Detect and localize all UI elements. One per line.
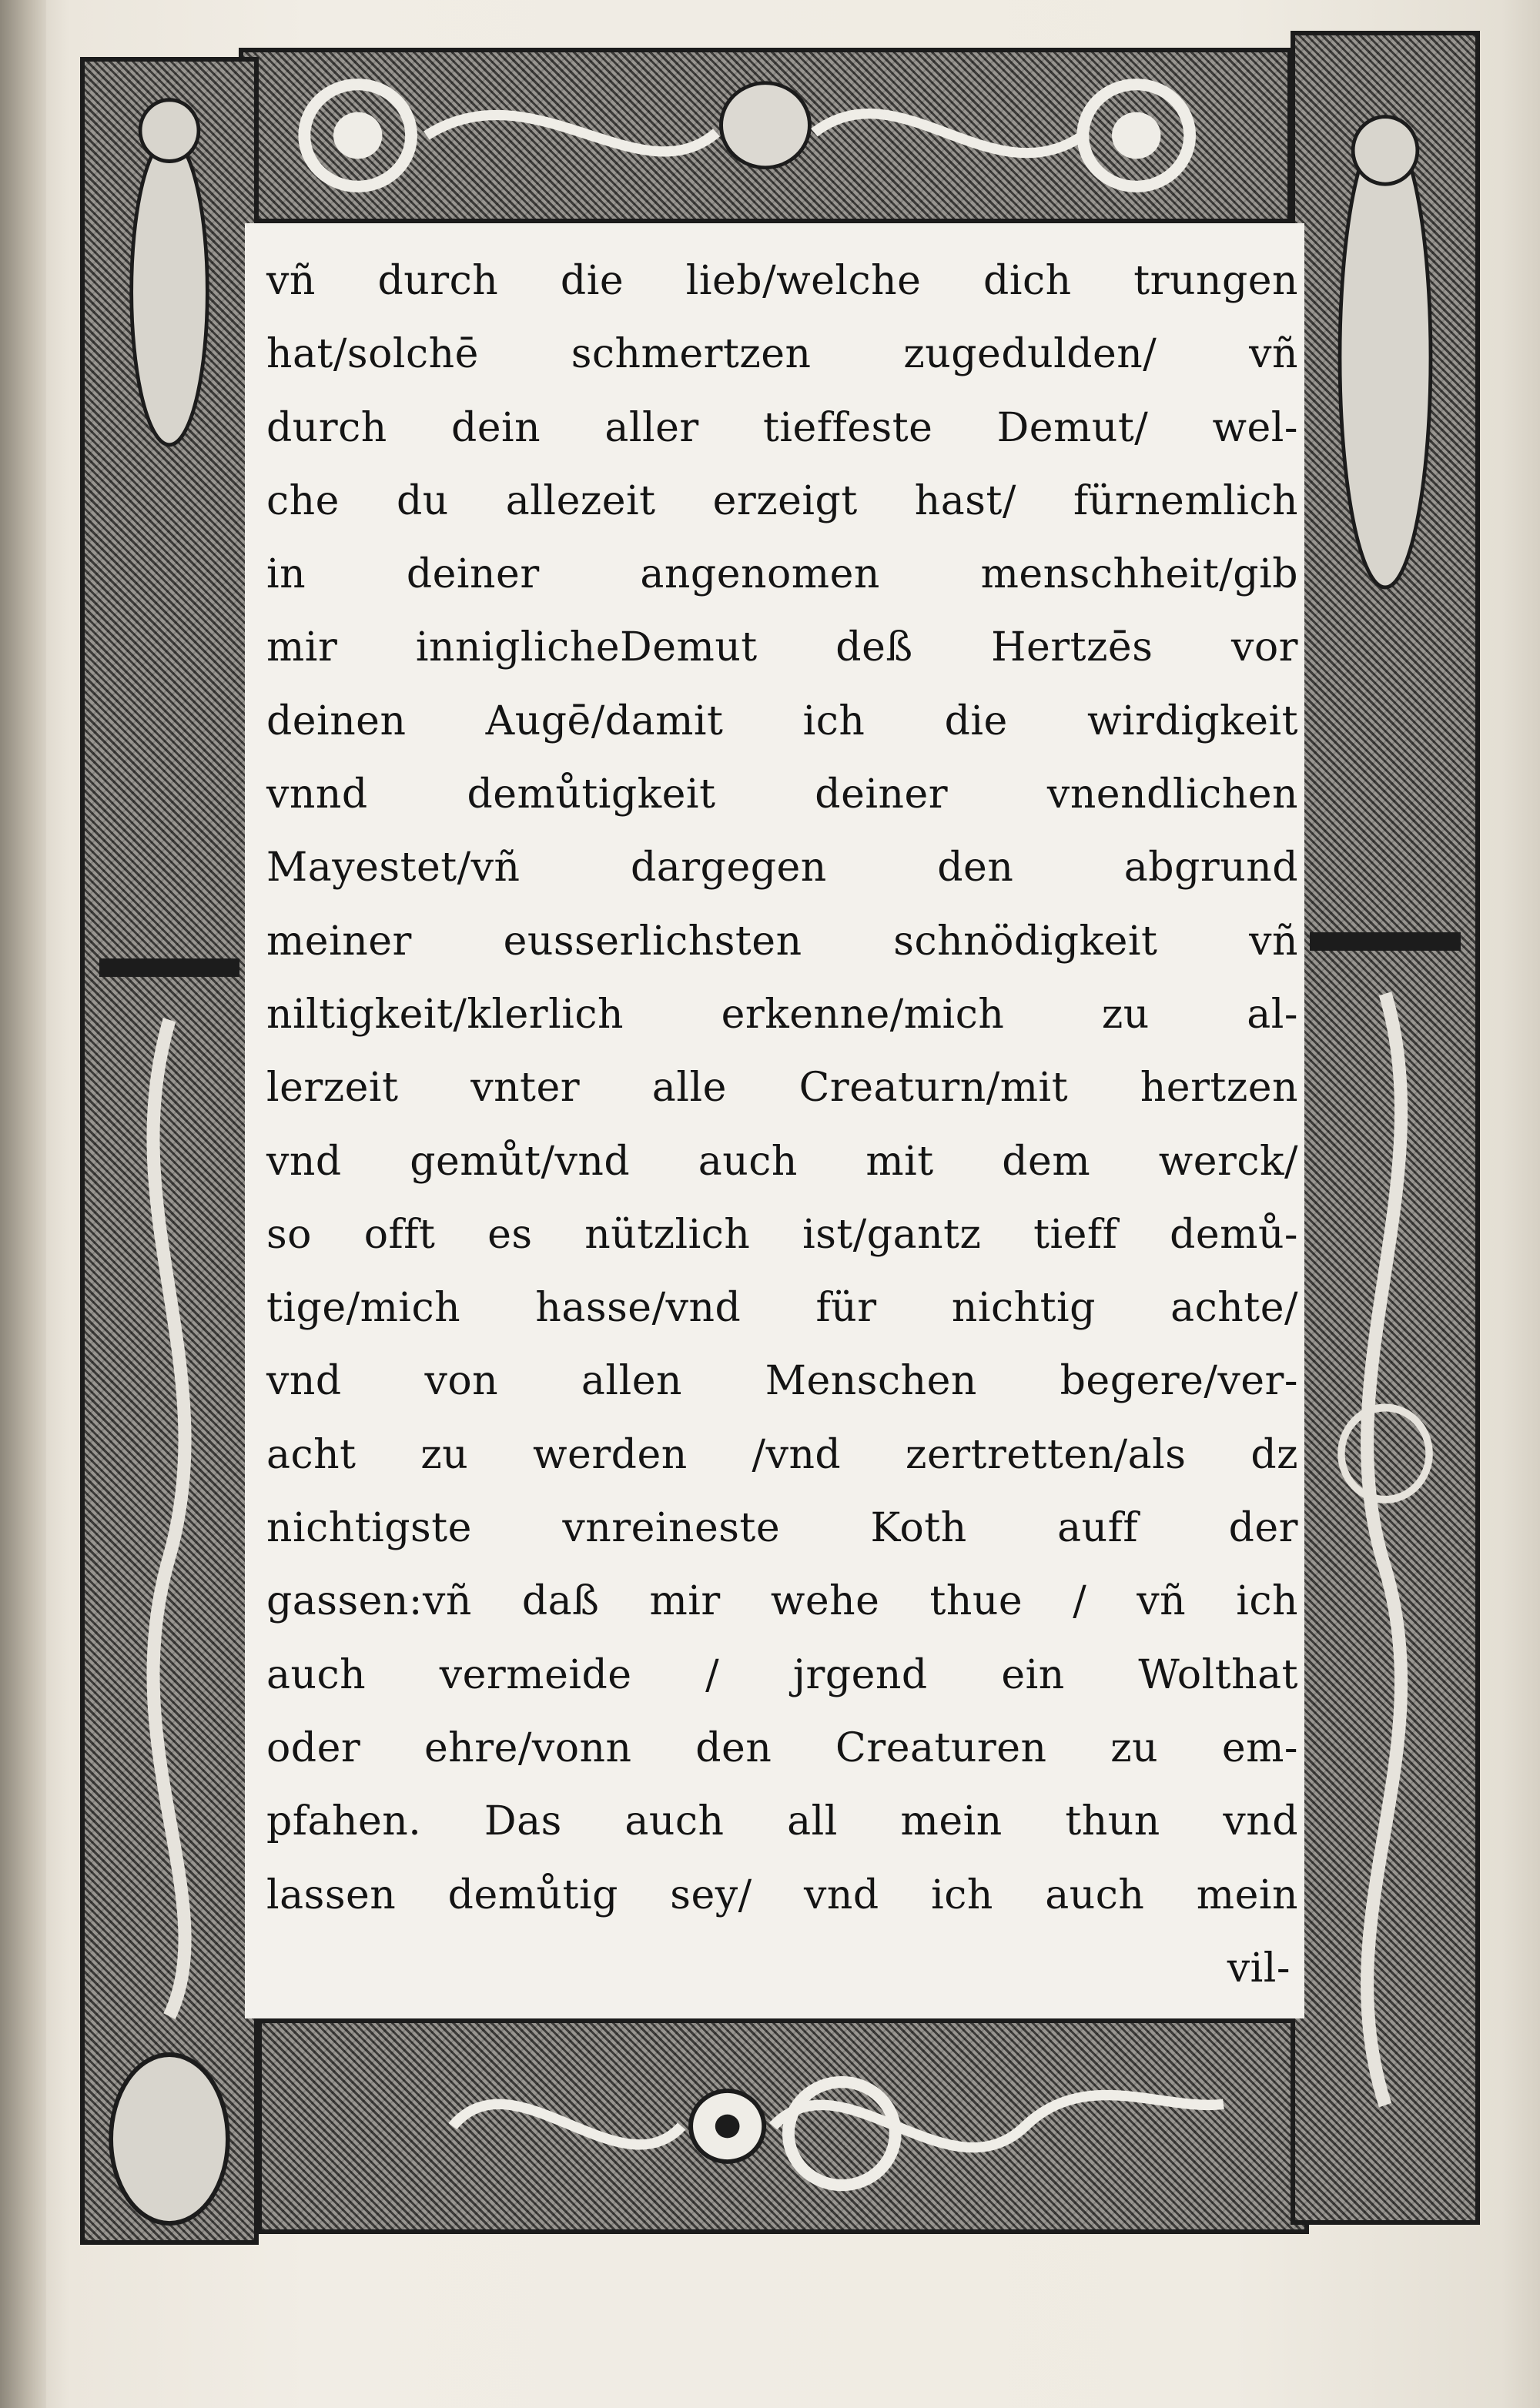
- text-line-5: in deiner angenomen menschheit/gib: [266, 551, 1298, 598]
- text-line-15: tige/mich hasse/vnd für nichtig achte/: [266, 1285, 1298, 1332]
- text-line-1: vñ durch die lieb/welche dich trungen: [266, 258, 1298, 304]
- top-ornament-border: [239, 48, 1292, 223]
- foliage-column-icon: [1295, 35, 1475, 2220]
- text-line-4: che du allezeit erzeigt hast/ fürnemlich: [266, 477, 1298, 524]
- text-line-20: auch vermeide / jrgend ein Wolthat: [266, 1651, 1298, 1698]
- text-line-2: hat/solchē schmertzen zugedulden/ vñ: [266, 331, 1298, 378]
- text-line-10: meiner eusserlichsten schnödigkeit vñ: [266, 918, 1298, 965]
- text-line-17: acht zu werden /vnd zertretten/als dz: [266, 1431, 1298, 1478]
- book-gutter: [0, 0, 46, 2408]
- text-line-12: lerzeit vnter alle Creaturn/mit hertzen: [266, 1065, 1298, 1112]
- text-line-21: oder ehre/vonn den Creaturen zu em-: [266, 1724, 1298, 1771]
- text-line-8: vnnd demůtigkeit deiner vnendlichen: [266, 771, 1298, 818]
- scroll-ornament-icon: [243, 52, 1287, 219]
- text-line-14: so offt es nützlich ist/gantz tieff demů-: [266, 1211, 1298, 1258]
- catchword: vil-: [1227, 1945, 1291, 1992]
- text-line-13: vnd gemůt/vnd auch mit dem werck/: [266, 1138, 1298, 1185]
- text-line-22: pfahen. Das auch all mein thun vnd: [266, 1798, 1298, 1845]
- text-line-16: vnd von allen Menschen begere/ver-: [266, 1358, 1298, 1405]
- text-line-3: durch dein aller tieffeste Demut/ wel-: [266, 404, 1298, 451]
- text-line-6: mir inniglicheDemut deß Hertzēs vor: [266, 624, 1298, 671]
- bottom-ornament-border: [257, 2018, 1309, 2234]
- right-ornament-border: [1291, 31, 1480, 2225]
- left-ornament-border: [80, 57, 259, 2245]
- vase-column-icon: [85, 62, 254, 2240]
- text-line-7: deinen Augē/damit ich die wirdigkeit: [266, 697, 1298, 744]
- flower-ornament-icon: [262, 2023, 1304, 2229]
- text-line-23: lassen demůtig sey/ vnd ich auch mein: [266, 1871, 1298, 1918]
- text-line-18: nichtigste vnreineste Koth auff der: [266, 1505, 1298, 1552]
- text-line-9: Mayestet/vñ dargegen den abgrund: [266, 844, 1298, 891]
- text-line-11: niltigkeit/klerlich erkenne/mich zu al-: [266, 991, 1298, 1038]
- page-text: [266, 245, 1298, 2005]
- text-line-19: gassen:vñ daß mir wehe thue / vñ ich: [266, 1578, 1298, 1625]
